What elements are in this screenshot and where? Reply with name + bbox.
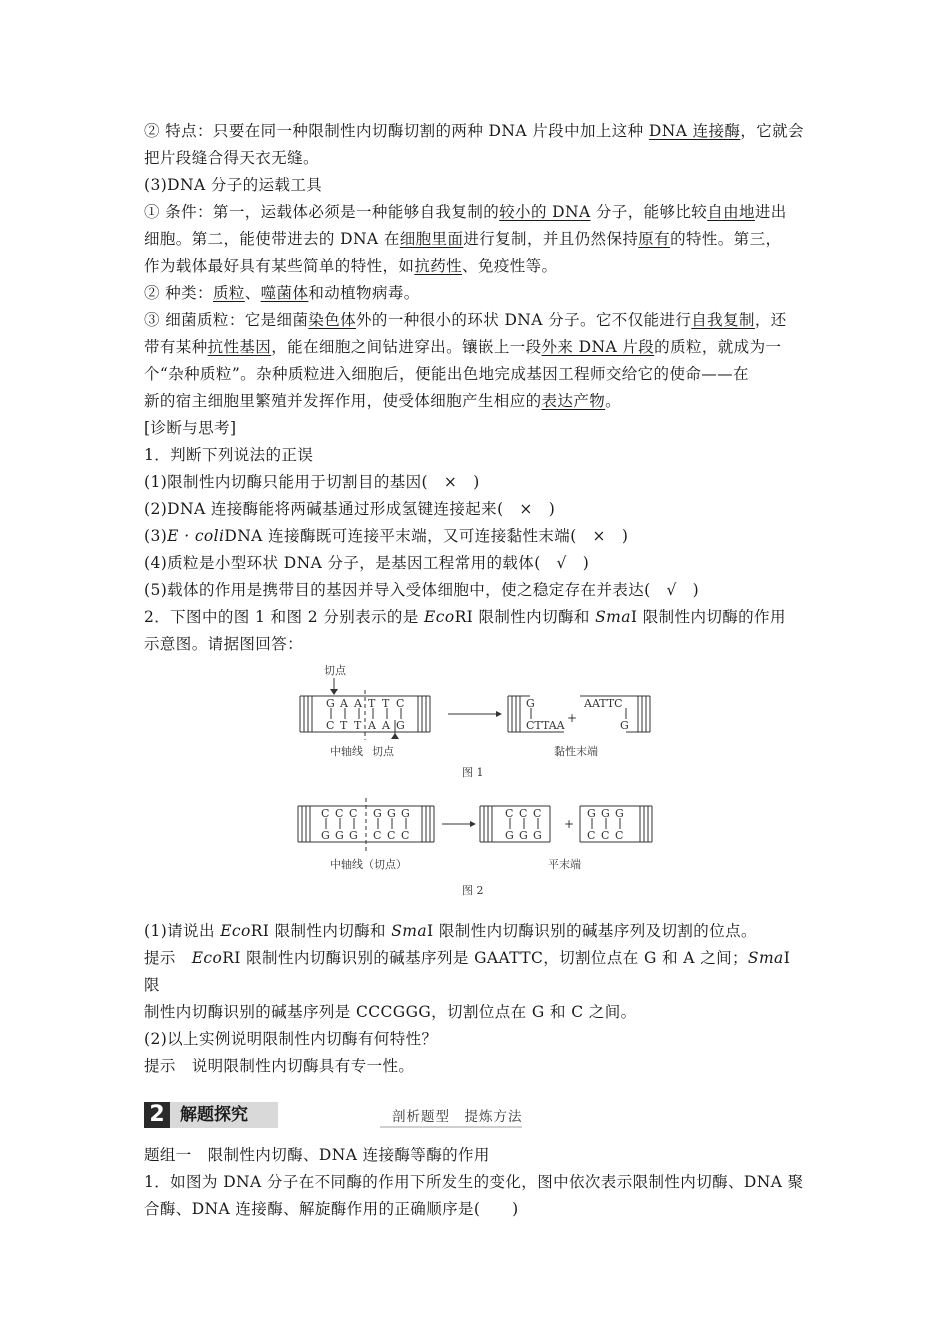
underlined-term: 自由地 <box>707 203 755 221</box>
text: 带有某种 <box>144 338 208 356</box>
fig1-dna-double-strand <box>300 690 430 740</box>
sub-question <box>144 918 810 945</box>
figure-caption: 图 2 <box>462 884 484 897</box>
base-letter: C <box>401 829 410 842</box>
plus-sign: + <box>564 817 575 831</box>
text: Ⅰ 限 <box>144 949 791 994</box>
dna-cut-diagrams <box>144 662 810 912</box>
text: Ⅰ 限制性内切酶的作用 <box>630 608 786 626</box>
italic-term: E · coli <box>167 527 225 545</box>
sticky-end-top: AATTC <box>584 697 623 710</box>
underlined-term: 细胞里面 <box>399 230 464 248</box>
question-heading: 1．判断下列说法的正误 <box>144 446 314 464</box>
text: (1)请说出 <box>144 922 221 940</box>
base-letter: C <box>326 719 335 732</box>
underlined-term: 表达产物 <box>541 392 606 410</box>
underlined-term: 噬菌体 <box>260 284 309 302</box>
text-line <box>144 280 810 307</box>
base-letter: C <box>587 829 596 842</box>
fig2-blunt-end-left <box>480 806 550 842</box>
base-letter: G <box>387 807 396 820</box>
underlined-term: 自我复制 <box>691 311 755 329</box>
text-line <box>144 388 810 415</box>
base-letter: C <box>505 807 514 820</box>
axis-label: 中轴线 <box>330 745 363 758</box>
base-letter: C <box>615 829 624 842</box>
base-letter: C <box>533 807 542 820</box>
cut-point-label: 切点 <box>324 664 346 677</box>
text: ，它就会 <box>740 122 804 140</box>
text: 和动植物病毒。 <box>308 284 420 302</box>
document-page <box>144 118 810 1223</box>
subsection-heading: (3)DNA 分子的运载工具 <box>144 176 323 194</box>
italic-term: Eco <box>220 922 251 940</box>
text: 外的一种很小的环状 DNA 分子。它不仅能进行 <box>356 311 692 329</box>
text: 、免疫性等。 <box>462 257 558 275</box>
text: ，能在细胞之间钻进穿出。镶嵌上一段 <box>271 338 542 356</box>
base-letter: A <box>354 697 362 710</box>
text-line <box>144 199 810 226</box>
base-letter: G <box>533 829 542 842</box>
underlined-term: 外来 DNA 片段 <box>541 338 655 356</box>
axis-label: 中轴线（切点） <box>330 858 407 871</box>
base-letter: G <box>321 829 330 842</box>
text: ③ 细菌质粒：它是细菌 <box>144 311 309 329</box>
result-label: 平末端 <box>548 858 581 871</box>
base-letter: T <box>382 697 390 710</box>
text: 细胞。第二，能使带进去的 DNA 在 <box>144 230 400 248</box>
text-line <box>144 307 810 334</box>
underlined-term: 抗性基因 <box>207 338 272 356</box>
underlined-term: 染色体 <box>308 311 357 329</box>
text-line: 示意图。请据图回答： <box>144 635 304 653</box>
text-line: 把片段缝合得天衣无缝。 <box>144 149 319 167</box>
underlined-term: 较小的 DNA <box>499 203 591 221</box>
question-text: 1．如图为 DNA 分子在不同酶的作用下所发生的变化，图中依次表示限制性内切酶、DNA 聚 <box>144 1173 804 1191</box>
base-letter: G <box>601 807 610 820</box>
base-letter: A <box>368 719 376 732</box>
base-letter: G <box>335 829 344 842</box>
base-letter: C <box>519 807 528 820</box>
text: 提示 <box>144 949 192 967</box>
base-letter: G <box>505 829 514 842</box>
text: 进行复制，并且仍然保持 <box>463 230 639 248</box>
cut-arrow-head <box>330 689 338 695</box>
underlined-term: 原有 <box>638 230 671 248</box>
hint <box>144 945 810 999</box>
section-subtitle: 剖析题型 提炼方法 <box>392 1109 523 1125</box>
sticky-end-bottom: CTTAA <box>526 719 565 732</box>
base-letter: C <box>349 807 358 820</box>
sticky-end-bottom: G <box>620 719 629 732</box>
hint: 制性内切酶识别的碱基序列是 CCCGGG，切割位点在 G 和 C 之间。 <box>144 1003 637 1021</box>
base-letter: G <box>373 807 382 820</box>
section-number: 2 <box>144 1102 170 1128</box>
base-letter: T <box>354 719 362 732</box>
divider <box>380 1126 522 1128</box>
text: 新的宿主细胞里繁殖并发挥作用，使受体细胞产生相应的 <box>144 392 542 410</box>
text: Ⅰ 限制性内切酶识别的碱基序列及切割的位点。 <box>427 922 757 940</box>
underlined-term: 质粒 <box>212 284 245 302</box>
text: (3) <box>144 527 168 545</box>
section-heading: [诊断与思考] <box>144 419 237 437</box>
question-text: 合酶、DNA 连接酶、解旋酶作用的正确顺序是( ) <box>144 1200 519 1218</box>
base-letter: C <box>321 807 330 820</box>
base-letter: C <box>601 829 610 842</box>
question-heading <box>144 604 810 631</box>
base-letter: A <box>382 719 390 732</box>
text: 。 <box>605 392 622 410</box>
text: ② 特点：只要在同一种限制性内切酶切割的两种 DNA 片段中加上这种 <box>144 122 649 140</box>
base-letter: G <box>587 807 596 820</box>
section-banner <box>144 1102 810 1130</box>
text: RⅠ 限制性内切酶识别的碱基序列是 GAATTC，切割位点在 G 和 A 之间； <box>222 949 748 967</box>
sticky-end-top: G <box>526 697 535 710</box>
fig2-dna-double-strand <box>298 798 434 852</box>
base-letter: G <box>396 719 405 732</box>
base-letter: T <box>368 697 376 710</box>
base-letter: C <box>373 829 382 842</box>
figure-block <box>144 662 810 912</box>
text: DNA 连接酶既可连接平末端，又可连接黏性末端( × ) <box>224 527 629 545</box>
hint: 提示 说明限制性内切酶具有专一性。 <box>144 1057 415 1075</box>
text: RⅠ 限制性内切酶和 <box>454 608 596 626</box>
text: 的质粒，就成为一 <box>654 338 782 356</box>
fig1-sticky-end-left <box>508 696 566 732</box>
statement: (1)限制性内切酶只能用于切割目的基因( × ) <box>144 473 480 491</box>
statement: (5)载体的作用是携带目的基因并导入受体细胞中，使之稳定存在并表达( √ ) <box>144 581 700 599</box>
text: 的特性。第三， <box>670 230 782 248</box>
italic-term: Eco <box>191 949 223 967</box>
result-label: 黏性末端 <box>554 745 598 758</box>
fig2-blunt-end-right <box>580 806 652 842</box>
base-letter: G <box>615 807 624 820</box>
text-line <box>144 226 810 253</box>
statement: (4)质粒是小型环状 DNA 分子，是基因工程常用的载体( √ ) <box>144 554 590 572</box>
base-letter: G <box>326 697 335 710</box>
section-title: 解题探究 <box>170 1102 278 1128</box>
base-letter: A <box>340 697 348 710</box>
base-letter: G <box>349 829 358 842</box>
text: 分子，能够比较 <box>590 203 708 221</box>
text: RⅠ 限制性内切酶和 <box>250 922 392 940</box>
italic-term: Sma <box>595 608 631 626</box>
italic-term: Sma <box>391 922 428 940</box>
figure-caption: 图 1 <box>462 766 484 779</box>
statement <box>144 523 810 550</box>
text-line: 个“杂种质粒”。杂种质粒进入细胞后，便能出色地完成基因工程师交给它的使命——在 <box>144 365 749 383</box>
text: 作为载体最好具有某些简单的特性，如 <box>144 257 415 275</box>
text: ，还 <box>754 311 787 329</box>
text: 进出 <box>754 203 787 221</box>
italic-term: Sma <box>747 949 784 967</box>
base-letter: T <box>340 719 348 732</box>
fig1-sticky-end-right <box>580 696 650 732</box>
plus-sign: + <box>567 711 578 725</box>
base-letter: C <box>387 829 396 842</box>
text-line <box>144 334 810 361</box>
cut-point-label: 切点 <box>372 745 394 758</box>
sub-question: (2)以上实例说明限制性内切酶有何特性？ <box>144 1030 438 1048</box>
text: ② 种类： <box>144 284 213 302</box>
text-line <box>144 253 810 280</box>
text: 、 <box>244 284 261 302</box>
base-letter: G <box>401 807 410 820</box>
text: 2．下图中的图 1 和图 2 分别表示的是 <box>144 608 425 626</box>
text-line <box>144 118 810 145</box>
question-group-heading: 题组一 限制性内切酶、DNA 连接酶等酶的作用 <box>144 1146 490 1164</box>
base-letter: G <box>519 829 528 842</box>
base-letter: C <box>396 697 405 710</box>
base-letter: C <box>335 807 344 820</box>
statement: (2)DNA 连接酶能将两碱基通过形成氢键连接起来( × ) <box>144 500 556 518</box>
italic-term: Eco <box>424 608 455 626</box>
underlined-term: DNA 连接酶 <box>648 122 741 140</box>
underlined-term: 抗药性 <box>414 257 463 275</box>
text: ① 条件：第一，运载体必须是一种能够自我复制的 <box>144 203 500 221</box>
